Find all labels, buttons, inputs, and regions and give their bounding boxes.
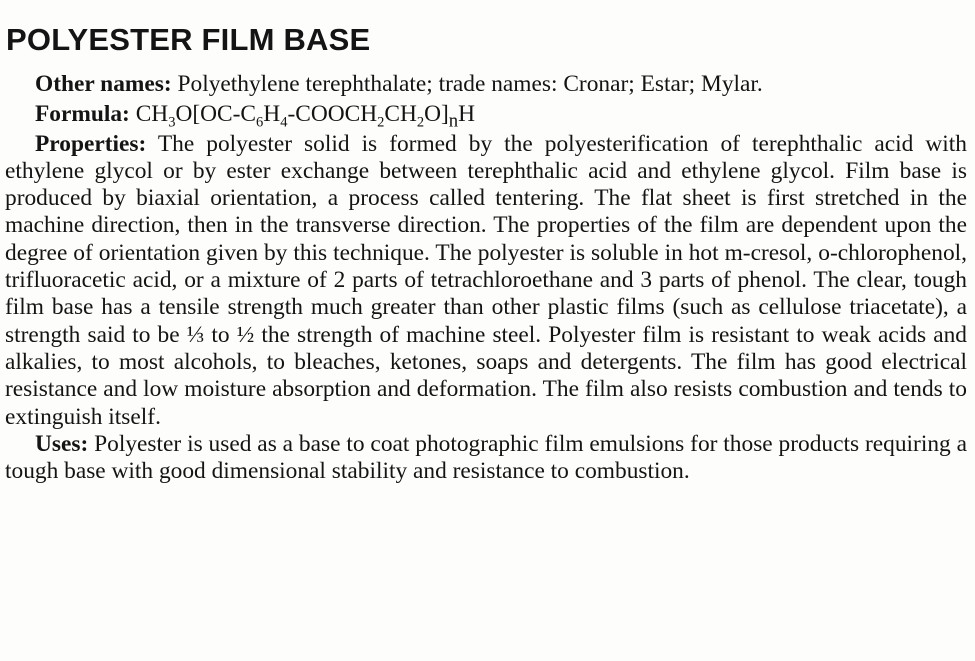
properties-text: The polyester solid is formed by the polyesterification of terephthalic acid with ethylene glycol or by ester exchange between terephthalic acid and ethylene glycol. Film base is produced by biaxial orientation, a process called tentering. The flat sheet is first stretched in the machine direction, then in the transverse direction. The properties of the film are dependent upon the degree of orientation given by this technique. The polyester is soluble in hot m-cresol, o-chlorophenol, trifluoracetic acid, or a mixture of 2 parts of tetrachloroethane and 3 parts of phenol. The clear, tough film base has a tensile strength much greater than other plastic films (such as cellulose triacetate), a strength said to be ⅓ to ½ the strength of machine steel. Polyester film is resistant to weak acids and alkalies, to most alcohols, to bleaches, ketones, soaps and detergents. The film has good electrical resistance and low moisture absorption and deformation. The film also resists combustion and tends to extinguish itself. (5, 130, 967, 430)
other-names-paragraph (5, 71, 967, 98)
entry-title: POLYESTER FILM BASE (6, 22, 371, 57)
uses-text: Polyester is used as a base to coat photographic film emulsions for those products requiring a tough base with good dimensional stability and resistance to combustion. (5, 430, 967, 485)
formula-expression: $CH_3O[OC-C_6H_4-COOCH_2CH_2O]_nH$ (135, 101, 476, 132)
properties-paragraph (5, 131, 967, 431)
other-names-label: Other names: (35, 71, 172, 97)
formula-label: Formula: (35, 101, 130, 128)
entry-body (5, 71, 967, 485)
formula-paragraph (5, 101, 967, 132)
uses-paragraph (5, 431, 967, 486)
uses-label: Uses: (35, 430, 89, 457)
properties-label: Properties: (35, 130, 147, 157)
other-names-text: Polyethylene terephthalate; trade names: Cronar; Estar; Mylar. (177, 71, 763, 97)
